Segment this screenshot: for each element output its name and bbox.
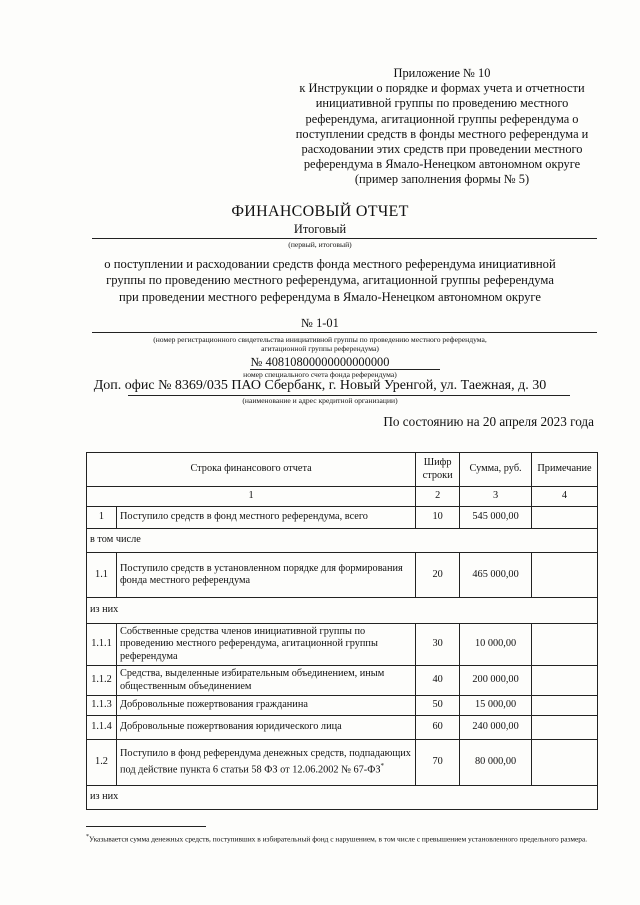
appendix-header [262, 66, 622, 188]
row-text: Собственные средства членов инициативной группы по проведению местного референдума, агитационной группы референдума [116, 624, 415, 666]
registration-number: № 1-01 [301, 316, 339, 330]
row-sum: 465 000,00 [460, 553, 532, 598]
row-number: 1.1 [87, 553, 117, 598]
bank-name-address: Доп. офис № 8369/035 ПАО Сбербанк, г. Новый Уренгой, ул. Таежная, д. 30 [93, 378, 547, 393]
bank-hint: (наименование и адрес кредитной организации) [242, 396, 398, 405]
appendix-line: к Инструкции о порядке и формах учета и отчетности [299, 81, 585, 96]
row-code: 60 [416, 716, 460, 740]
row-sum: 545 000,00 [460, 507, 532, 529]
report-kind-hint: (первый, итоговый) [288, 240, 352, 249]
row-code: 50 [416, 696, 460, 716]
row-note [532, 696, 598, 716]
appendix-line: Приложение № 10 [393, 66, 491, 80]
row-note [532, 624, 598, 666]
report-purpose [40, 256, 620, 305]
row-number: 1.1.4 [87, 716, 117, 740]
row-note [532, 507, 598, 529]
column-number: 4 [532, 487, 598, 507]
row-text: Добровольные пожертвования гражданина [116, 696, 415, 716]
table-subheading-row [87, 786, 598, 810]
report-kind: Итоговый [293, 222, 347, 236]
column-number: 3 [460, 487, 532, 507]
row-text [116, 740, 415, 786]
row-note [532, 716, 598, 740]
purpose-line: о поступлении и расходовании средств фонда местного референдума инициативной [104, 257, 556, 271]
header-code: Шифр строки [416, 453, 460, 487]
document-title: ФИНАНСОВЫЙ ОТЧЕТ [231, 203, 409, 220]
header-note: Примечание [532, 453, 598, 487]
row-sum: 15 000,00 [460, 696, 532, 716]
appendix-line: инициативной группы по проведению местного [315, 96, 569, 111]
table-subheading-row [87, 598, 598, 624]
row-number: 1.1.1 [87, 624, 117, 666]
row-text: Поступило средств в фонд местного референдума, всего [116, 507, 415, 529]
as-of-date: По состоянию на 20 апреля 2023 года [383, 414, 594, 429]
table-row [87, 666, 598, 696]
table-row [87, 507, 598, 529]
table-row [87, 716, 598, 740]
table-row [87, 553, 598, 598]
row-number: 1 [87, 507, 117, 529]
header-sum: Сумма, руб. [460, 453, 532, 487]
account-number: № 40810800000000000000 [250, 355, 390, 369]
row-subheading: из них [87, 786, 598, 810]
column-number: 1 [87, 487, 416, 507]
row-sum: 80 000,00 [460, 740, 532, 786]
row-subheading: в том числе [87, 529, 598, 553]
row-code: 20 [416, 553, 460, 598]
purpose-line: группы по проведению местного референдума, агитационной группы референдума [106, 273, 554, 288]
appendix-line: (пример заполнения формы № 5) [354, 172, 530, 187]
row-code: 10 [416, 507, 460, 529]
registration-hint [0, 335, 640, 353]
financial-report-table [86, 452, 598, 810]
footnote-mark: * [380, 762, 385, 771]
appendix-line: поступлении средств в фонды местного референдума и [295, 126, 589, 141]
row-text-content: Поступило в фонд референдума денежных средств, подпадающих под действие пункта 6 статьи 58 ФЗ от 12.06.2002 № 67-ФЗ [119, 747, 411, 776]
table-row [87, 740, 598, 786]
row-subheading: из них [87, 598, 598, 624]
table-row [87, 696, 598, 716]
footnote-mark: * [86, 834, 89, 840]
appendix-line: расходовании этих средств при проведении местного [301, 142, 583, 157]
table-subheading-row [87, 529, 598, 553]
account-hint: номер специального счета фонда референдума) [243, 370, 397, 379]
row-sum: 10 000,00 [460, 624, 532, 666]
footnote-divider [86, 826, 206, 827]
appendix-line: референдума, агитационной группы референдума о [305, 111, 579, 126]
registration-hint-line: (номер регистрационного свидетельства инициативной группы по проведению местного референдума, [153, 335, 487, 344]
registration-hint-line: агитационной группы референдума) [261, 344, 379, 353]
header-line: Строка финансового отчета [87, 453, 416, 487]
appendix-line: референдума в Ямало-Ненецком автономном округе [303, 157, 581, 172]
table-header-row [87, 453, 598, 487]
row-code: 30 [416, 624, 460, 666]
row-number: 1.2 [87, 740, 117, 786]
footnote-text: Указывается сумма денежных средств, поступивших в избирательный фонд с нарушением, в том числе с превышением установленного предельного размера. [89, 834, 588, 844]
row-note [532, 666, 598, 696]
column-number: 2 [416, 487, 460, 507]
row-text: Добровольные пожертвования юридического лица [116, 716, 415, 740]
row-number: 1.1.2 [87, 666, 117, 696]
column-number-row [87, 487, 598, 507]
row-code: 70 [416, 740, 460, 786]
row-text: Поступило средств в установленном порядке для формирования фонда местного референдума [116, 553, 415, 598]
row-text: Средства, выделенные избирательным объединением, иным общественным объединением [116, 666, 415, 696]
row-note [532, 553, 598, 598]
registration-rule [92, 332, 597, 333]
row-number: 1.1.3 [87, 696, 117, 716]
purpose-line: при проведении местного референдума в Ямало-Ненецком автономном округе [118, 289, 542, 304]
row-sum: 200 000,00 [460, 666, 532, 696]
footnote [86, 832, 598, 844]
row-note [532, 740, 598, 786]
table-row [87, 624, 598, 666]
row-code: 40 [416, 666, 460, 696]
report-kind-rule [92, 238, 597, 239]
row-sum: 240 000,00 [460, 716, 532, 740]
